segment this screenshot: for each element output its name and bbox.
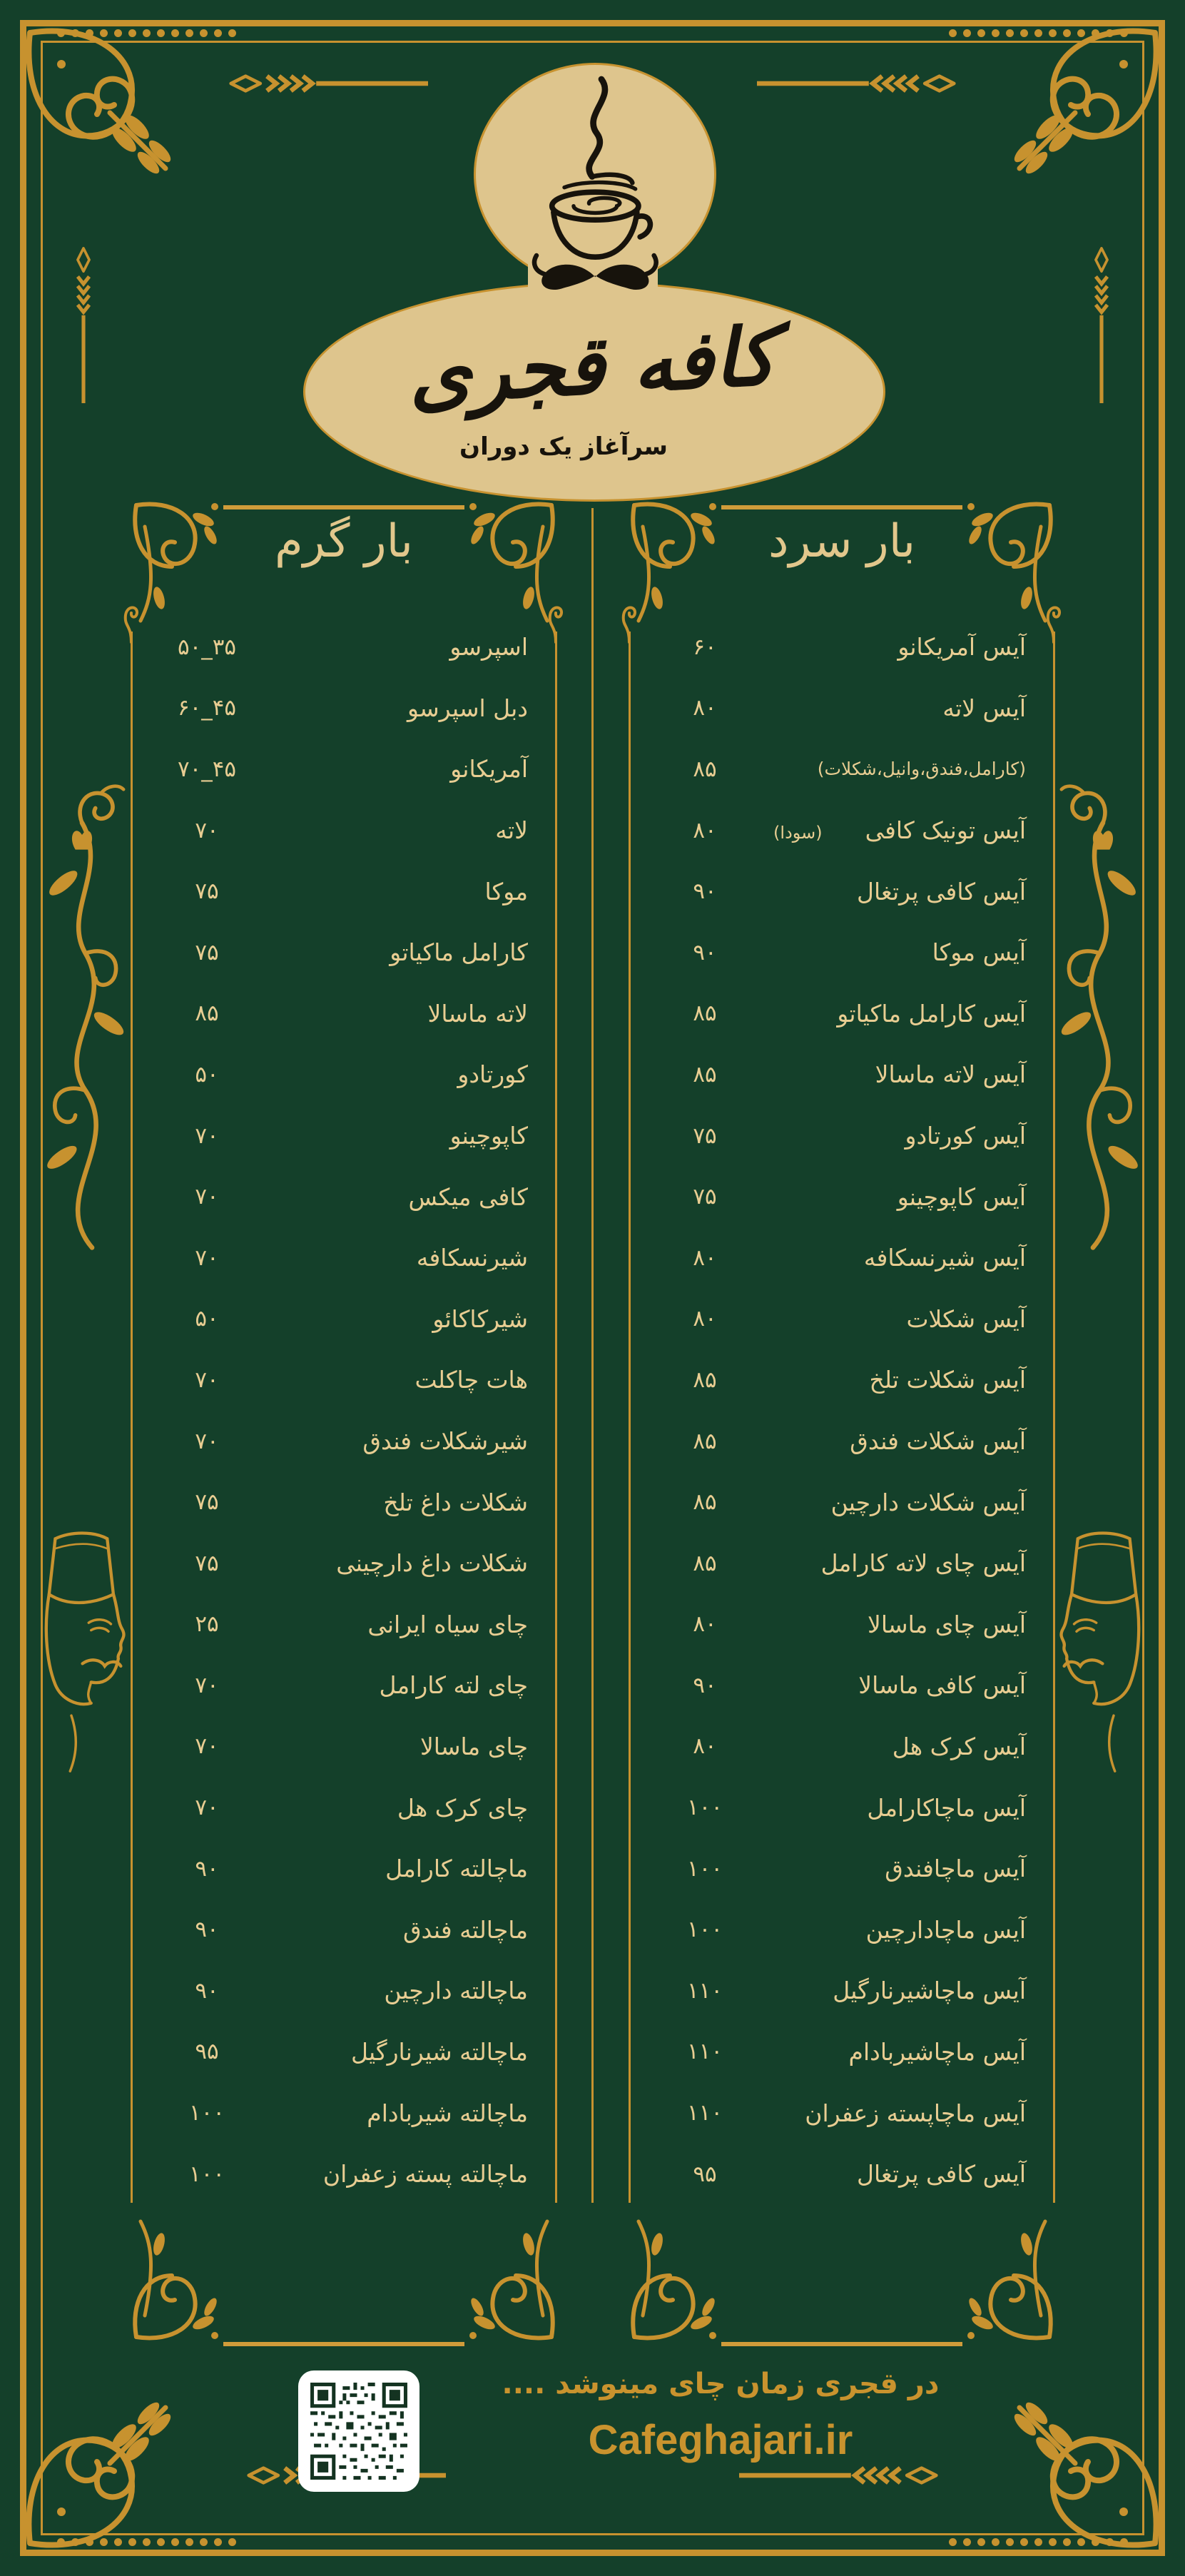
menu-item-name: آیس ماچاکارامل <box>867 1793 1026 1822</box>
menu-item-row <box>143 1044 542 1105</box>
menu-item-row <box>641 1471 1040 1533</box>
menu-item-name: آیس شکلات دارچین <box>830 1488 1026 1516</box>
cafe-logo-tagline: سرآغاز یک دوران <box>459 432 668 461</box>
column-corner-ornament-icon <box>629 2216 721 2344</box>
chevron-arrow-icon <box>739 2463 939 2488</box>
chevron-arrow-icon <box>1089 246 1114 403</box>
menu-item-name: آیس شکلات <box>906 1304 1026 1333</box>
menu-item-price: ۷۰ <box>195 1733 219 1760</box>
menu-item-name: آیس لاته <box>942 694 1026 722</box>
menu-item-row <box>641 2022 1040 2083</box>
column-footer-line <box>223 2342 464 2346</box>
column-rule <box>555 632 557 2203</box>
menu-item-row <box>143 1716 542 1778</box>
menu-item-row <box>143 922 542 983</box>
menu-item-row <box>641 2144 1040 2205</box>
menu-item-row <box>641 983 1040 1045</box>
menu-item-price: ۸۵ <box>693 1489 717 1516</box>
menu-item-row <box>143 1289 542 1350</box>
menu-item-row <box>641 1289 1040 1350</box>
menu-item-name: لاته ماسالا <box>427 999 528 1028</box>
menu-item-price: ۷۰ <box>195 1428 219 1454</box>
menu-item-price: ۱۰۰ <box>687 1795 723 1821</box>
hot-bar-title: بار گرم <box>275 515 413 568</box>
menu-item-row <box>143 800 542 861</box>
menu-item-row <box>641 922 1040 983</box>
menu-item-name: چای سیاه ایرانی <box>367 1610 528 1638</box>
menu-item-name: شیرشکلات فندق <box>362 1427 528 1456</box>
menu-item-price: ۱۱۰ <box>687 1977 723 2004</box>
menu-item-price: ۷۵ <box>195 1489 219 1516</box>
menu-item-row <box>641 1838 1040 1900</box>
menu-item-price: ۸۰ <box>693 1244 717 1271</box>
menu-item-name: آیس شیرنسکافه <box>863 1244 1026 1272</box>
chevron-arrow-icon <box>71 246 96 403</box>
menu-item-price: ۸۵ <box>195 1000 219 1027</box>
menu-item-price: ۸۰ <box>693 695 717 721</box>
column-footer-line <box>721 2342 962 2346</box>
menu-item-name: آمریکانو <box>450 755 528 784</box>
menu-item-name: آیس لاته ماسالا <box>875 1060 1026 1089</box>
menu-item-name: آیس شکلات فندق <box>850 1427 1026 1456</box>
menu-item-price: ۸۰ <box>693 1306 717 1332</box>
menu-item-row <box>641 1533 1040 1594</box>
menu-item-row <box>143 2022 542 2083</box>
menu-item-price: ۸۵ <box>693 1000 717 1027</box>
menu-item-row <box>641 1166 1040 1227</box>
menu-item-name: آیس ماچاشیربادام <box>848 2037 1026 2066</box>
menu-item-row <box>641 1105 1040 1167</box>
menu-item-name: آیس آمریکانو <box>897 633 1026 661</box>
menu-item-name: اسپرسو <box>449 633 528 661</box>
menu-item-price: ۹۰ <box>195 1977 219 2004</box>
menu-item-price: ۸۵ <box>693 1061 717 1087</box>
menu-item-name: چای کرک هل <box>397 1793 528 1822</box>
menu-item-price: ۷۵ <box>195 939 219 965</box>
column-rule <box>1053 632 1055 2203</box>
menu-item-row <box>641 800 1040 861</box>
menu-item-name: آیس کرک هل <box>892 1732 1026 1760</box>
coffee-cup-mustache-icon <box>499 73 685 308</box>
footer-slogan: در قجری زمان چای مینوشد .... <box>502 2368 940 2400</box>
qajar-face-icon <box>34 1527 127 1780</box>
menu-item-row <box>641 1777 1040 1838</box>
menu-item-row <box>143 1471 542 1533</box>
menu-item-name: شکلات داغ دارچینی <box>336 1549 528 1578</box>
chevron-arrow-icon <box>228 71 428 96</box>
column-rule <box>131 632 133 2203</box>
menu-item-name: آیس چای ماسالا <box>868 1610 1026 1638</box>
menu-item-name: آیس ماچاپسته زعفران <box>805 2099 1026 2127</box>
menu-item-name: آیس تونیک کافی (سودا) <box>773 816 1026 845</box>
chevron-arrow-icon <box>757 71 957 96</box>
menu-item-name: ماچالته فندق <box>402 1915 528 1944</box>
menu-item-name: آیس موکا <box>932 938 1026 967</box>
center-divider-rule <box>591 508 594 2203</box>
menu-item-price: ۹۵ <box>693 2161 717 2187</box>
menu-item-row <box>143 1777 542 1838</box>
menu-item-row <box>143 2082 542 2144</box>
corner-flourish-icon <box>1011 2385 1161 2549</box>
menu-item-name: آیس کافی پرتغال <box>857 877 1026 906</box>
menu-item-row <box>143 739 542 800</box>
menu-item-price: ۷۰ <box>195 1795 219 1821</box>
menu-item-name: آیس کاپوچینو <box>897 1182 1026 1211</box>
menu-item-name: دبل اسپرسو <box>407 694 528 722</box>
menu-item-row <box>143 1166 542 1227</box>
menu-item-price: ۱۱۰ <box>687 2100 723 2126</box>
menu-item-name: کورتادو <box>457 1060 528 1089</box>
menu-item-price: ۸۵ <box>693 1550 717 1576</box>
menu-item-price: ۸۵ <box>693 756 717 782</box>
menu-item-row <box>641 2082 1040 2144</box>
menu-item-name: موکا <box>484 877 528 906</box>
menu-item-price: ۱۰۰ <box>189 2100 225 2126</box>
menu-item-price: ۵۰ <box>195 1061 219 1087</box>
menu-item-name: آیس کورتادو <box>905 1122 1026 1150</box>
menu-item-note: (سودا) <box>773 823 823 843</box>
footer-website-link: Cafeghajari.ir <box>588 2417 853 2463</box>
menu-item-price: ۸۰ <box>693 817 717 843</box>
menu-item-price: ۸۰ <box>693 1733 717 1760</box>
floral-vine-icon <box>1049 767 1156 1267</box>
menu-item-price: ۹۰ <box>195 1917 219 1943</box>
hot-bar-item-list <box>143 617 542 2204</box>
menu-item-price: ۱۱۰ <box>687 2039 723 2065</box>
menu-item-row <box>641 1044 1040 1105</box>
cafe-logo-title: کافه قجری <box>406 310 778 422</box>
menu-item-price: ۹۵ <box>195 2039 219 2065</box>
menu-item-name: شیرنسکافه <box>416 1244 528 1272</box>
menu-item-name: آیس چای لاته کارامل <box>820 1549 1026 1578</box>
column-corner-ornament-icon <box>464 2216 557 2344</box>
menu-item-row <box>143 1838 542 1900</box>
column-corner-ornament-icon <box>131 2216 223 2344</box>
menu-item-price: ۱۰۰ <box>687 1855 723 1882</box>
corner-flourish-icon <box>24 2385 174 2549</box>
menu-item-price: ۷۵ <box>195 878 219 905</box>
menu-item-name: آیس کافی پرتغال <box>857 2160 1026 2189</box>
menu-item-price: ۷۰ <box>195 1672 219 1698</box>
menu-item-row <box>143 1899 542 1960</box>
menu-item-name: (کارامل،فندق،وانیل،شکلات) <box>817 759 1026 780</box>
menu-item-price: ۷۰ <box>195 817 219 843</box>
menu-item-row <box>143 861 542 922</box>
menu-item-price: ۹۰ <box>693 1672 717 1698</box>
menu-item-row <box>641 1960 1040 2022</box>
corner-flourish-icon <box>1011 27 1161 191</box>
menu-item-price: ۷۵ <box>195 1550 219 1576</box>
menu-item-price: ۷۰ <box>195 1122 219 1149</box>
menu-item-name: کارامل ماکیاتو <box>390 938 528 967</box>
qajar-face-icon <box>1058 1527 1151 1780</box>
menu-item-row <box>641 1716 1040 1778</box>
menu-item-row <box>641 678 1040 739</box>
menu-item-price: ۷۵ <box>693 1184 717 1210</box>
menu-item-row <box>143 617 542 678</box>
menu-item-name: شیرکاکائو <box>432 1304 528 1333</box>
menu-item-row <box>143 983 542 1045</box>
menu-item-price: ۵۰ <box>195 1306 219 1332</box>
cold-bar-item-list <box>641 617 1040 2204</box>
menu-item-name: ماچالته شیرنارگیل <box>350 2037 528 2066</box>
menu-item-row <box>641 739 1040 800</box>
menu-item-name: ماچالته شیربادام <box>367 2099 528 2127</box>
menu-item-row <box>143 1411 542 1472</box>
menu-item-name: آیس شکلات تلخ <box>869 1366 1026 1394</box>
menu-item-price: ۹۰ <box>195 1855 219 1882</box>
menu-item-price: ۸۵ <box>693 1366 717 1393</box>
menu-item-row <box>641 1349 1040 1411</box>
menu-item-price: ۸۰ <box>693 1611 717 1638</box>
column-header-line <box>223 505 464 509</box>
menu-item-name: آیس ماچاشیرنارگیل <box>833 1977 1026 2005</box>
menu-item-price: ۶۰ <box>693 634 717 660</box>
menu-item-row <box>641 1899 1040 1960</box>
menu-item-price: ۷۵ <box>693 1122 717 1149</box>
menu-item-price: ۹۰ <box>693 878 717 905</box>
menu-item-row <box>143 1533 542 1594</box>
menu-item-row <box>143 678 542 739</box>
menu-item-row <box>143 2144 542 2205</box>
corner-flourish-icon <box>24 27 174 191</box>
menu-item-name: کاپوچینو <box>449 1122 528 1150</box>
menu-item-price: ۹۰ <box>693 939 717 965</box>
column-corner-ornament-icon <box>962 2216 1055 2344</box>
menu-item-row <box>143 1105 542 1167</box>
menu-item-row <box>641 1227 1040 1289</box>
column-header-line <box>721 505 962 509</box>
menu-item-row <box>143 1594 542 1655</box>
menu-item-price: ۷۰_۴۵ <box>177 756 237 782</box>
menu-item-name: آیس ماچافندق <box>885 1855 1026 1883</box>
menu-item-price: ۱۰۰ <box>189 2161 225 2187</box>
menu-item-price: ۷۰ <box>195 1184 219 1210</box>
menu-item-name: چای لته کارامل <box>379 1671 528 1700</box>
menu-item-name: چای ماسالا <box>419 1732 528 1760</box>
cold-bar-title: بار سرد <box>768 515 915 568</box>
menu-item-name: هات چاکلت <box>415 1366 528 1394</box>
menu-item-row <box>641 1655 1040 1716</box>
floral-vine-icon <box>29 767 136 1267</box>
menu-item-price: ۵۰_۳۵ <box>177 634 237 660</box>
menu-item-price: ۷۰ <box>195 1366 219 1393</box>
menu-item-row <box>641 617 1040 678</box>
menu-item-name: آیس کارامل ماکیاتو <box>837 999 1026 1028</box>
menu-item-row <box>641 1594 1040 1655</box>
menu-item-name: کافی میکس <box>408 1182 528 1211</box>
menu-item-price: ۷۰ <box>195 1244 219 1271</box>
menu-item-name: لاته <box>495 816 528 845</box>
menu-item-row <box>143 1655 542 1716</box>
menu-item-name: آیس ماچادارچین <box>865 1915 1026 1944</box>
menu-item-price: ۱۰۰ <box>687 1917 723 1943</box>
menu-item-name: ماچالته دارچین <box>384 1977 528 2005</box>
menu-item-price: ۶۰_۴۵ <box>177 695 237 721</box>
menu-item-row <box>641 1411 1040 1472</box>
menu-item-row <box>143 1227 542 1289</box>
menu-item-row <box>641 861 1040 922</box>
menu-item-name: ماچالته کارامل <box>385 1855 528 1883</box>
menu-item-price: ۸۵ <box>693 1428 717 1454</box>
menu-item-row <box>143 1960 542 2022</box>
menu-item-row <box>143 1349 542 1411</box>
menu-item-price: ۲۵ <box>195 1611 219 1638</box>
menu-item-name: ماچالته پسته زعفران <box>322 2160 528 2189</box>
menu-item-name: شکلات داغ تلخ <box>383 1488 528 1516</box>
menu-item-name: آیس کافی ماسالا <box>858 1671 1026 1700</box>
column-rule <box>629 632 631 2203</box>
